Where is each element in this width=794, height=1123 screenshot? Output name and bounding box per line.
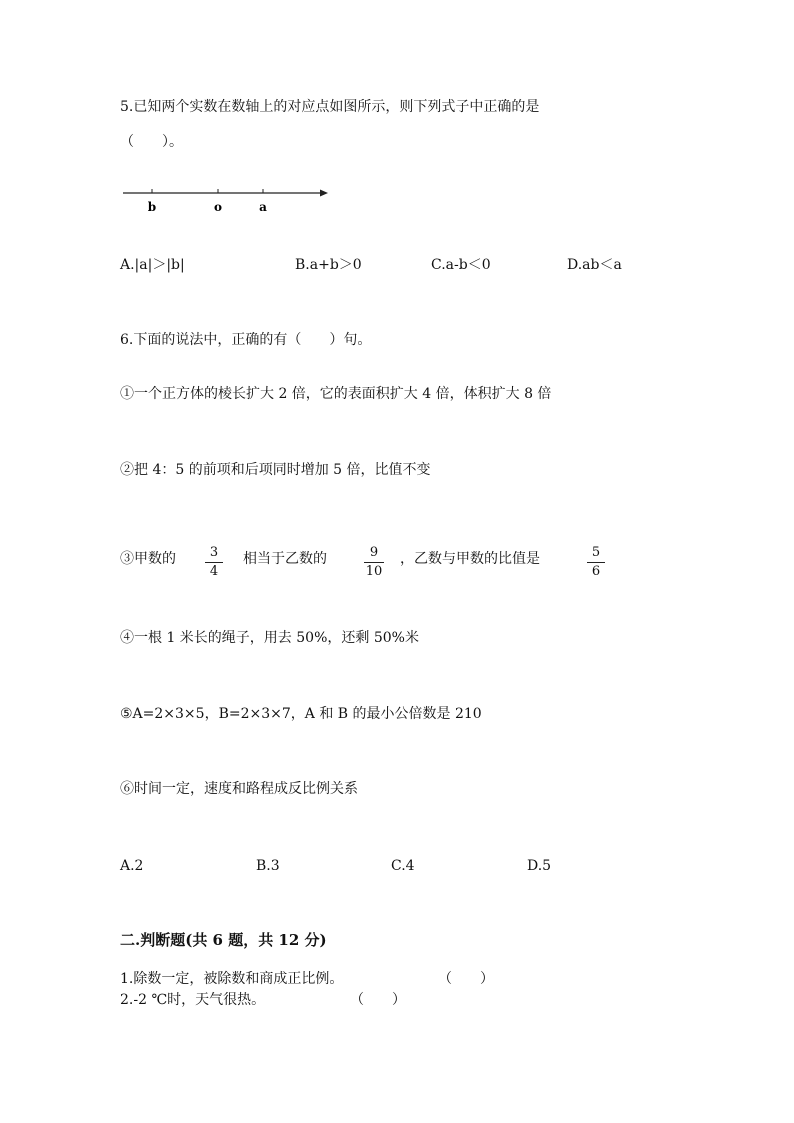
q5-option-a: A.|a|＞|b|	[120, 257, 185, 273]
label-b: b	[147, 200, 157, 214]
fraction-bar	[205, 562, 223, 563]
fraction-bar	[364, 562, 384, 563]
q6-option-a: A.2	[120, 858, 144, 874]
section-heading: 二.判断题(共 6 题，共 12 分)	[120, 931, 327, 949]
q6-option-d: D.5	[527, 858, 552, 874]
fraction-denominator: 4	[209, 564, 219, 579]
q6-statement-1: ①一个正方体的棱长扩大 2 倍，它的表面积扩大 4 倍，体积扩大 8 倍	[120, 386, 552, 402]
fraction-numerator: 5	[591, 545, 601, 560]
fraction-3-4	[203, 545, 225, 580]
q5-option-d: D.ab＜a	[567, 257, 622, 273]
q6-statement-4: ④一根 1 米长的绳子，用去 50%，还剩 50%米	[120, 630, 419, 646]
q5-blank: （ ）。	[120, 134, 183, 150]
q6-statement-3-part3: ，乙数与甲数的比值是	[400, 551, 540, 567]
fraction-denominator: 10	[365, 564, 383, 579]
judge-item-2-blank: （ ）	[350, 992, 406, 1008]
q5-option-b: B.a+b＞0	[295, 257, 362, 273]
label-o: o	[213, 200, 223, 214]
judge-item-2: 2.-2 ℃时，天气很热。	[120, 992, 266, 1008]
judge-item-1-blank: （ ）	[438, 971, 494, 987]
q6-option-b: B.3	[256, 858, 280, 874]
judge-item-1: 1.除数一定，被除数和商成正比例。	[120, 971, 344, 987]
fraction-numerator: 9	[369, 545, 379, 560]
label-a: a	[259, 200, 267, 214]
q6-statement-6: ⑥时间一定，速度和路程成反比例关系	[120, 781, 358, 797]
number-line-arrow-icon	[320, 190, 328, 197]
q6-statement-2: ②把 4：5 的前项和后项同时增加 5 倍，比值不变	[120, 462, 431, 478]
number-line	[120, 184, 340, 214]
fraction-5-6	[585, 545, 607, 580]
fraction-numerator: 3	[209, 545, 219, 560]
q6-text: 6.下面的说法中，正确的有（ ）句。	[120, 332, 372, 348]
fraction-denominator: 6	[591, 564, 601, 579]
q5-option-c: C.a-b＜0	[431, 257, 491, 273]
fraction-bar	[587, 562, 605, 563]
q6-option-c: C.4	[391, 858, 415, 874]
q6-statement-3-part1: ③甲数的	[120, 551, 176, 567]
q5-text: 5.已知两个实数在数轴上的对应点如图所示，则下列式子中正确的是	[120, 99, 540, 115]
q6-statement-5: ⑤A=2×3×5，B=2×3×7，A 和 B 的最小公倍数是 210	[120, 706, 482, 722]
fraction-9-10	[362, 545, 386, 580]
q6-statement-3-part2: 相当于乙数的	[243, 551, 327, 567]
